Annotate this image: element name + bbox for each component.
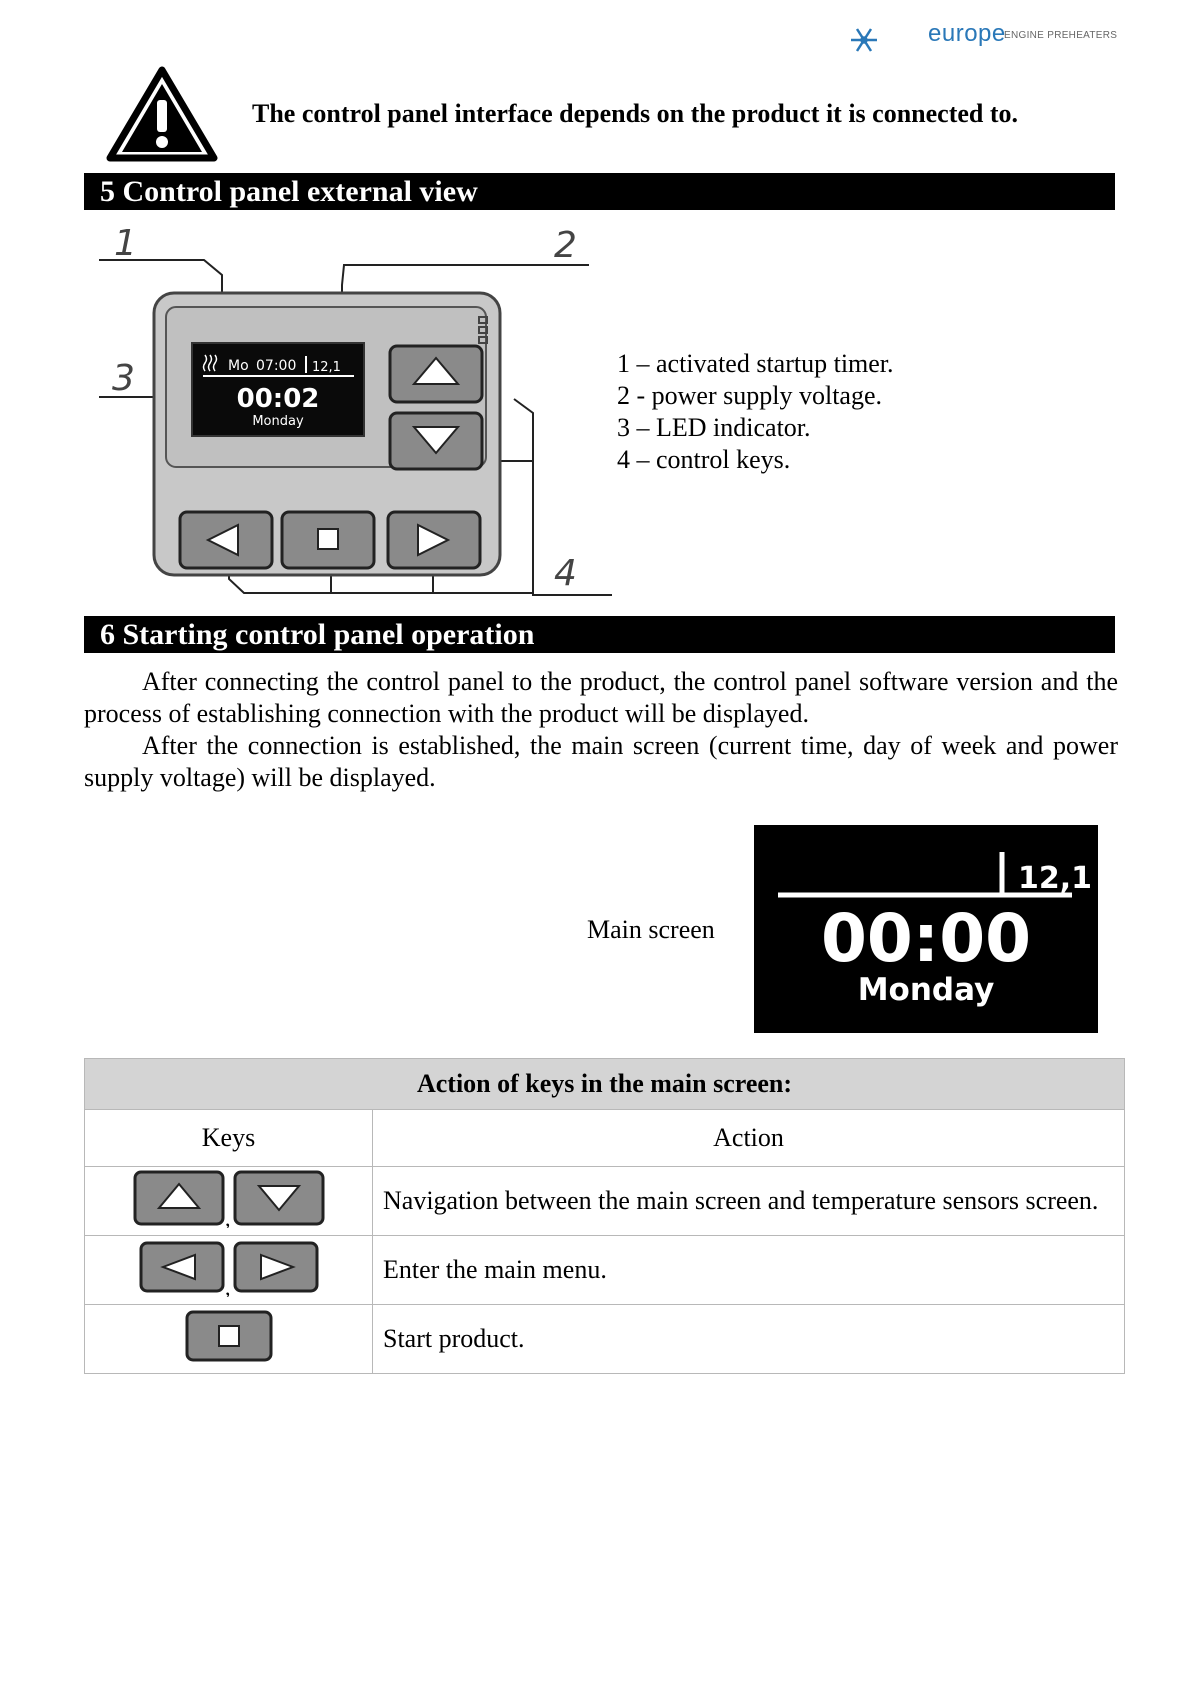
main-screen-label: Main screen (587, 915, 715, 944)
keys-cell (85, 1305, 373, 1374)
key-separator: , (224, 1274, 230, 1297)
keys-cell (85, 1167, 373, 1236)
table-row (85, 1305, 1125, 1374)
callout-3: 3 (112, 358, 135, 399)
down-key-icon[interactable] (390, 413, 482, 469)
warning-text: The control panel interface depends on the product it is connected to. (252, 99, 1019, 128)
stop-key-icon[interactable] (282, 512, 374, 568)
left-key-icon[interactable] (180, 512, 272, 568)
keys-cell (85, 1236, 373, 1305)
paragraph: After connecting the control panel to the product, the control panel software version and the process of establishing connection with the product will be displayed. (84, 667, 1118, 728)
display-clock: 00:02 (236, 384, 320, 414)
table-caption: Action of keys in the main screen: (85, 1059, 1125, 1110)
up-key-icon[interactable] (390, 346, 482, 402)
warning-triangle-icon (106, 66, 218, 162)
logo-text: europe (928, 20, 1006, 47)
key-group (179, 1306, 279, 1366)
display-weekday: Monday (252, 414, 304, 429)
column-header-action: Action (373, 1110, 1125, 1167)
action-cell: Navigation between the main screen and temperature sensors screen. (373, 1167, 1125, 1236)
right-key-icon (235, 1243, 317, 1291)
action-cell: Start product. (373, 1305, 1125, 1374)
keys-action-table (84, 1058, 1125, 1374)
callout-2: 2 (554, 225, 577, 266)
paragraph: After the connection is established, the main screen (current time, day of week and power supply voltage) will be displayed. (84, 731, 1118, 792)
section-5-title: 5 Control panel external view (100, 175, 478, 208)
up-key-icon (135, 1172, 223, 1224)
legend-item: 1 – activated startup timer. (617, 349, 894, 378)
callout-4: 4 (554, 553, 577, 594)
key-group (131, 1168, 327, 1228)
control-panel-diagram (84, 215, 624, 610)
key-separator: , (224, 1205, 230, 1228)
snowflake-icon (851, 29, 877, 51)
left-key-icon (141, 1243, 223, 1291)
display-voltage: 12,1 (312, 360, 341, 375)
main-screen-weekday: Monday (857, 972, 995, 1008)
key-group (131, 1237, 327, 1297)
main-screen-clock: 00:00 (820, 900, 1032, 977)
right-key-icon[interactable] (388, 512, 480, 568)
display-timer-time: 07:00 (256, 358, 297, 374)
diagram-legend (617, 348, 894, 476)
section-6-heading (84, 616, 1115, 653)
legend-item: 4 – control keys. (617, 445, 791, 474)
down-key-icon (235, 1172, 323, 1224)
legend-item: 3 – LED indicator. (617, 413, 811, 442)
section-6-title: 6 Starting control panel operation (100, 618, 535, 651)
legend-item: 2 - power supply voltage. (617, 381, 883, 410)
table-row (85, 1236, 1125, 1305)
action-cell: Enter the main menu. (373, 1236, 1125, 1305)
table-row (85, 1167, 1125, 1236)
column-header-keys: Keys (85, 1110, 373, 1167)
callout-1: 1 (114, 223, 137, 264)
main-screen-voltage: 12,1 (1018, 861, 1093, 896)
section-5-heading (84, 173, 1115, 210)
logo-subtitle: ENGINE PREHEATERS (1004, 30, 1118, 41)
display-timer-day: Mo (228, 358, 249, 374)
stop-key-icon (187, 1312, 271, 1360)
main-screen-display (754, 825, 1098, 1033)
